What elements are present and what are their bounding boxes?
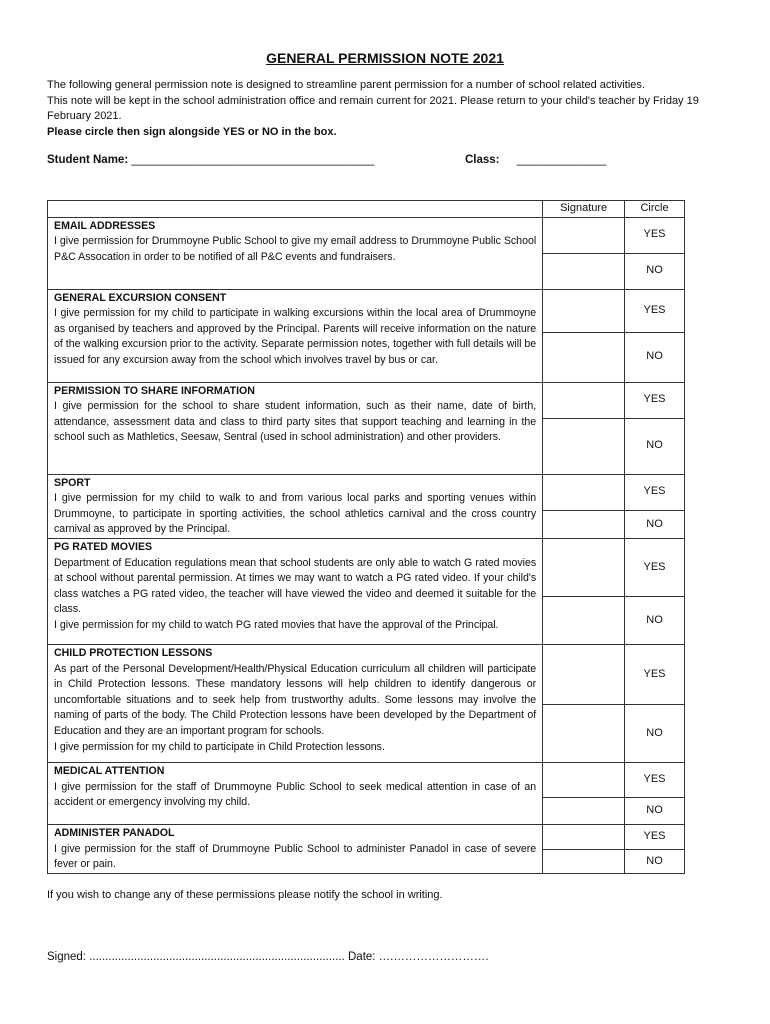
section-title: PG RATED MOVIES bbox=[54, 540, 153, 553]
page-title: GENERAL PERMISSION NOTE 2021 bbox=[266, 50, 504, 66]
signature-box-yes[interactable] bbox=[543, 217, 625, 253]
section-title: GENERAL EXCURSION CONSENT bbox=[54, 291, 227, 304]
no-option[interactable]: NO bbox=[625, 332, 685, 382]
student-name-field[interactable] bbox=[47, 154, 374, 166]
signature-box-yes[interactable] bbox=[543, 382, 625, 418]
table-row bbox=[48, 762, 685, 797]
yes-option[interactable]: YES bbox=[625, 762, 685, 797]
section-text: Department of Education regulations mean that school students are only able to watch G rated movies at school without parental permission. At times we may want to watch a PG rated video. If your child's class watches a PG rated video, the teacher will have viewed the video and deemed it suitable for the class. bbox=[54, 556, 537, 616]
intro-line-2: This note will be kept in the school administration office and remain current for 2021. Please return to your child's teacher by Friday 19 February 2021. bbox=[47, 94, 699, 122]
no-option[interactable]: NO bbox=[625, 510, 685, 538]
yes-option[interactable]: YES bbox=[625, 382, 685, 418]
student-name-blank[interactable]: ______________________________________ bbox=[131, 154, 375, 166]
section-title: EMAIL ADDRESSES bbox=[54, 219, 156, 232]
class-blank[interactable]: ______________ bbox=[516, 154, 607, 166]
section-medical bbox=[48, 762, 543, 824]
table-row bbox=[48, 382, 685, 418]
no-option[interactable]: NO bbox=[625, 596, 685, 644]
section-title: PERMISSION TO SHARE INFORMATION bbox=[54, 384, 255, 397]
table-header-row bbox=[48, 201, 685, 218]
change-permissions-note: If you wish to change any of these permissions please notify the school in writing. bbox=[47, 889, 443, 901]
class-field[interactable] bbox=[465, 154, 606, 166]
signature-box-yes[interactable] bbox=[543, 289, 625, 332]
section-title: SPORT bbox=[54, 476, 91, 489]
section-text: I give permission for the staff of Drummoyne Public School to seek medical attention in case of an accident or emergency involving my child. bbox=[54, 780, 537, 809]
section-title: ADMINISTER PANADOL bbox=[54, 826, 175, 839]
section-text: I give permission for my child to walk to and from various local parks and sporting venues within Drummoyne, to participate in sporting activities, the school athletics carnival and the cross country carnival as approved by the Principal. bbox=[54, 492, 537, 536]
yes-option[interactable]: YES bbox=[625, 289, 685, 332]
yes-option[interactable]: YES bbox=[625, 644, 685, 704]
section-text: I give permission for the staff of Drummoyne Public School to administer Panadol in case of severe fever or pain. bbox=[54, 842, 537, 871]
intro-line-1: The following general permission note is designed to streamline parent permission for a number of school related activities. bbox=[47, 79, 645, 91]
signature-box-no[interactable] bbox=[543, 704, 625, 762]
intro-text bbox=[47, 78, 737, 140]
table-header-blank bbox=[48, 201, 543, 218]
section-title: CHILD PROTECTION LESSONS bbox=[54, 646, 213, 659]
yes-option[interactable]: YES bbox=[625, 538, 685, 596]
signature-box-yes[interactable] bbox=[543, 762, 625, 797]
section-text: As part of the Personal Development/Health/Physical Education curriculum all children will participate in Child Protection lessons. These mandatory lessons will help children to identify dangerous or uncomfortable situations and to seek help from trustworthy adults. Some lessons may involve the naming of parts of the body. The Child Protection lessons have been developed by the Department of Education and they are an important program for schools. bbox=[54, 662, 537, 737]
circle-header: Circle bbox=[625, 201, 685, 218]
class-label: Class: bbox=[465, 154, 500, 166]
signature-box-yes[interactable] bbox=[543, 538, 625, 596]
section-sport bbox=[48, 474, 543, 538]
signature-box-no[interactable] bbox=[543, 418, 625, 474]
section-share-info bbox=[48, 382, 543, 474]
table-row bbox=[48, 289, 685, 332]
section-text: I give permission for the school to share student information, such as their name, date of birth, attendance, assessment data and class to third party sites that support teaching and learning in the school such as Mathletics, Seesaw, Sentral (used in school administration) and other providers. bbox=[54, 400, 537, 444]
no-option[interactable]: NO bbox=[625, 849, 685, 873]
yes-option[interactable]: YES bbox=[625, 474, 685, 510]
section-consent-text: I give permission for my child to participate in Child Protection lessons. bbox=[54, 740, 385, 753]
no-option[interactable]: NO bbox=[625, 418, 685, 474]
signature-box-no[interactable] bbox=[543, 797, 625, 824]
intro-instruction: Please circle then sign alongside YES or NO in the box. bbox=[47, 125, 337, 138]
section-text: I give permission for my child to participate in walking excursions within the local area of Drummoyne as organised by teachers and approved by the Principal. Parents will receive information on the nature of the walking excursion prior to the activity. Separate permission notes, together with full details will be issued for any excursion away from the school which involves travel by bus or car. bbox=[54, 307, 537, 366]
table-row bbox=[48, 474, 685, 510]
no-option[interactable]: NO bbox=[625, 704, 685, 762]
no-option[interactable]: NO bbox=[625, 797, 685, 824]
section-excursion bbox=[48, 289, 543, 382]
permission-table bbox=[47, 200, 685, 874]
signature-box-yes[interactable] bbox=[543, 474, 625, 510]
signature-box-no[interactable] bbox=[543, 253, 625, 289]
signature-box-yes[interactable] bbox=[543, 824, 625, 849]
section-title: MEDICAL ATTENTION bbox=[54, 764, 165, 777]
signature-box-no[interactable] bbox=[543, 596, 625, 644]
signature-box-no[interactable] bbox=[543, 332, 625, 382]
section-consent-text: I give permission for my child to watch PG rated movies that have the approval of the Principal. bbox=[54, 618, 499, 631]
section-pg-movies bbox=[48, 538, 543, 644]
table-row bbox=[48, 824, 685, 849]
signature-box-yes[interactable] bbox=[543, 644, 625, 704]
section-panadol bbox=[48, 824, 543, 873]
student-name-label: Student Name: bbox=[47, 154, 129, 166]
yes-option[interactable]: YES bbox=[625, 217, 685, 253]
table-row bbox=[48, 217, 685, 253]
signature-box-no[interactable] bbox=[543, 510, 625, 538]
signature-header: Signature bbox=[543, 201, 625, 218]
section-email bbox=[48, 217, 543, 289]
signature-box-no[interactable] bbox=[543, 849, 625, 873]
yes-option[interactable]: YES bbox=[625, 824, 685, 849]
section-child-protection bbox=[48, 644, 543, 762]
no-option[interactable]: NO bbox=[625, 253, 685, 289]
section-text: I give permission for Drummoyne Public School to give my email address to Drummoyne Public School P&C Assocation in order to be notified of all P&C events and fundraisers. bbox=[54, 235, 537, 263]
table-row bbox=[48, 538, 685, 596]
table-row bbox=[48, 644, 685, 704]
signature-date-line[interactable]: Signed: ................................................................................ Date: ….……………………. bbox=[47, 951, 489, 963]
